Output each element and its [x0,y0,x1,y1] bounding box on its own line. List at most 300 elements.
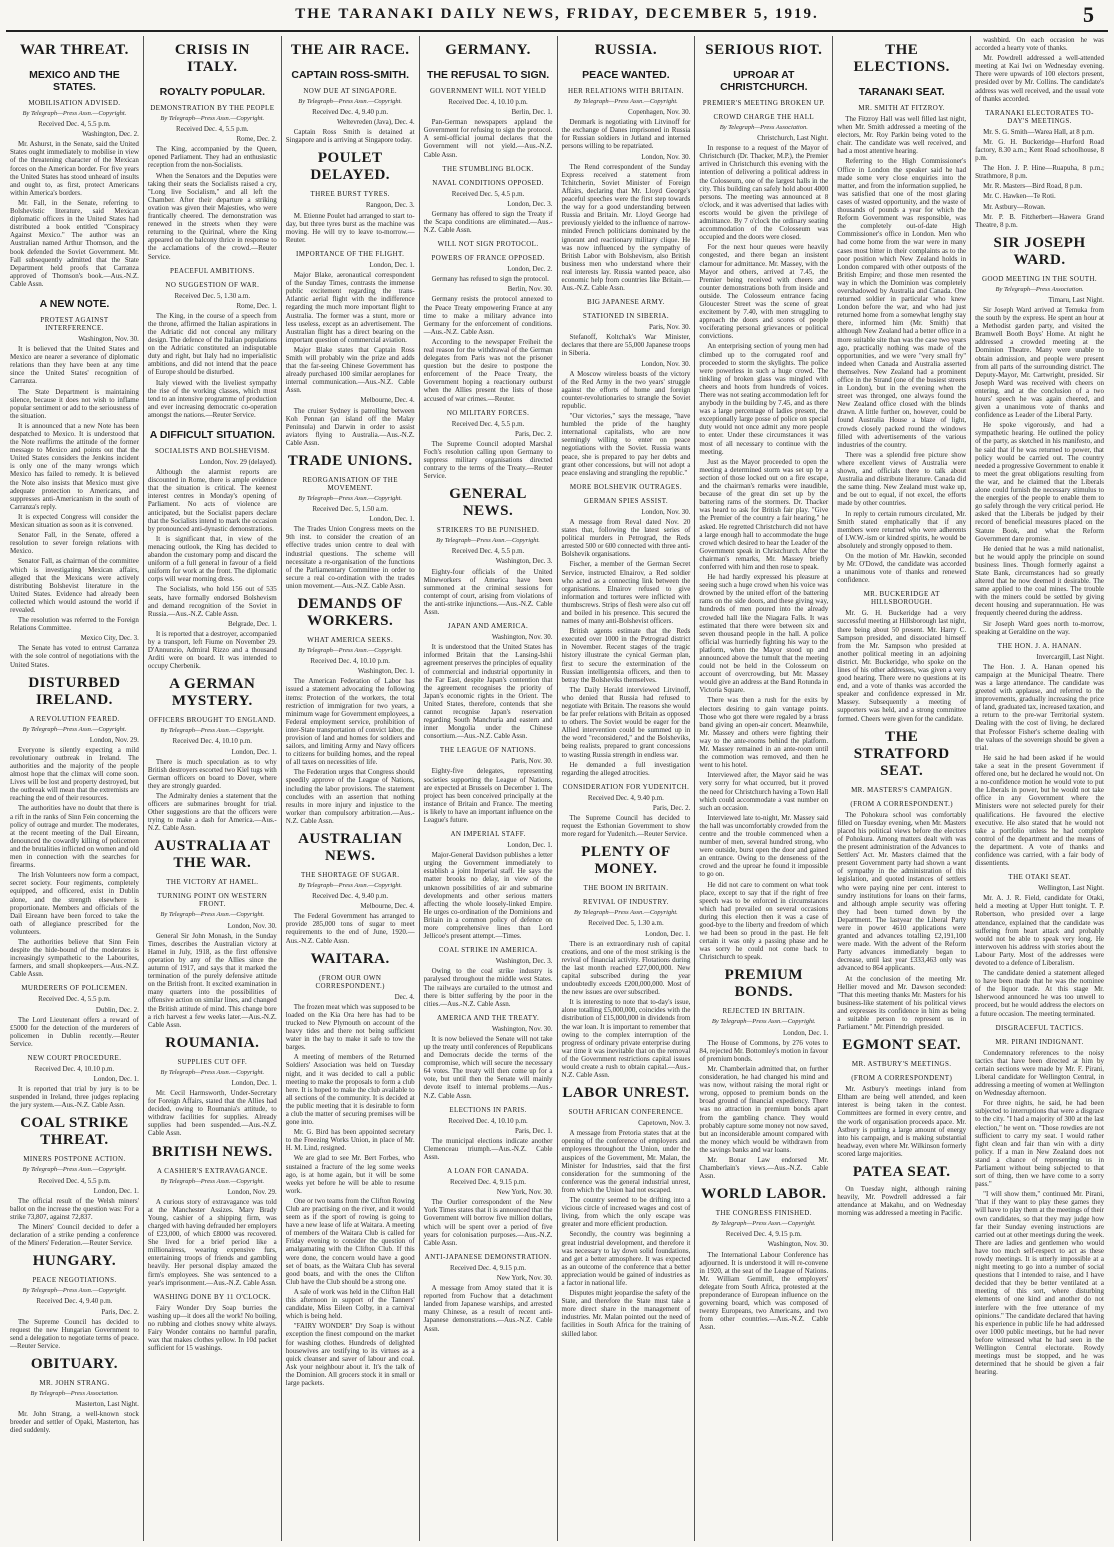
article-paragraph: Major-General Davidson publishes a letter urging the Government immediately to establish a joint Imperial staff. He says the matter brooks no delay, in view of the unknown possibilities of air and submarine developments and other serious matters affecting the whole loosely-linked Empire. He urges co-ordination of the Dominions and Britain in a common policy of defence on more comprehensive lines than Lord Jellicoe's present attempt.—Times. [423,851,553,941]
article-paragraph: Sir Joseph Ward goes north to-morrow, speaking at Geraldine on the way. [975,619,1104,636]
article-paragraph: Major Blake, aeronautical correspondent of the Sunday Times, contrasts the immense public excitement regarding the trans-Atlantic aerial flight with the indifference regarding the much more important flight to Australia. The former was a stunt, more or less useless, except as an advertisement. The Australian flight has a direct bearing on the important question of commercial aviation. [285,271,415,344]
article-paragraph: He said he had been asked if he would take a seat in the present Government if offered one, but he declared he would not. On a no-confidence motion he would vote to put the Liberals in power, but he would not take office in any Government where the Ministers were not selected purely for their qualifications. He favoured the elective executive. He also stated that he would not take a portfolio unless he had complete control of the department and the means of the department. A vote of thanks and confidence was carried, with a fair body of dissentients. [975,753,1104,868]
article-paragraph: The Ourlier correspondent of the New York Times states that it is announced that the Government will borrow five million dollars, which will be spent over a period of five years for colonisation purposes.—Aus.-N.Z. Cable Assn. [423,1198,553,1247]
wire-credit: By Telegraph—Press Assn.—Copyright. [22,725,127,733]
column-8 [971,36,1108,1541]
wire-credit: By Telegraph—Press Assn.—Copyright. [160,115,265,122]
article-section-head: THE CONGRESS FINISHED. [715,1209,812,1218]
dateline: Timaru, Last Night. [1048,295,1104,304]
dateline: Rangoon, Dec. 3. [365,201,415,210]
article-section-head: GERMAN SPIES ASSIST. [583,496,669,505]
article-paragraph: Germany has offered to sign the Treaty if the Scapa conditions are eliminated.—Aus.-N.Z. Cable Assn. [423,209,553,235]
dateline: Washington, Nov. 30. [78,334,139,343]
article-paragraph: The frozen meat which was supposed to be loaded on the Kia Ora here has had to be trucked to New Plymouth on account of the heavy tides and there not being sufficient water in the bay to make it safe to tow the barges. [285,1002,415,1052]
column-3 [282,36,420,1541]
article-paragraph: The Hon. J. P. Hine—Ruapuha, 8 p.m.; Strathmore, 8 p.m. [975,164,1104,181]
dateline: London, Dec. 1. [369,260,415,269]
article-section-head: MR. MASTERS'S CAMPAIGN. [851,785,953,794]
dateline: Mexico City, Dec. 3. [80,634,139,643]
article-section-head: WILL NOT SIGN PROTOCOL. [437,240,539,249]
wire-credit: By Telegraph—Press Assn.—Copyright. [298,882,403,889]
dateline: London, Dec. 1. [93,1186,139,1195]
article-paragraph: Eighty-four officials of the United Mineworkers of America have been summoned at the criminal sessions for contempt of court, arising from violations of the anti-strike injunctions.—Aus.-N.Z. Cable Assn. [423,567,553,617]
article-headline: CRISIS IN ITALY. [174,42,250,75]
article-section-head: ELECTIONS IN PARIS. [449,1105,527,1114]
wire-credit: By Telegraph—Press Assn.—Copyright. [22,110,127,117]
article-paragraph: A Moscow wireless boasts of the victory of the Red Army in the two years' struggle against the efforts of home and foreign counter-revolutionaries to strangle the Soviet republic. [561,369,691,410]
article-paragraph: The Federation urges that Congress should speedily approve of the League of Nations, including the labor provisions. The statement concludes with an assertion that nothing results in more injury and injustice to the worker than compulsory arbitration.—Aus.-N.Z. Cable Assn. [285,768,415,825]
article-paragraph: A message from Amoy stated that it is reported from Fuchow that a detachment landed from Japanese warships, and arrested many Chinese, as a result of recent anti-Japanese demonstrations.—Aus.-N.Z. Cable Assn. [423,1284,553,1333]
article-paragraph: He demanded a full investigation regarding the alleged atrocities. [561,760,691,777]
article-section-head: THREE BURST TYRES. [310,190,390,199]
article-paragraph: Interviewed late to-night, Mr. Massey said the hall was uncomfortably crowded from the centre and the trouble commenced when a number of men, several hundred strong, who were outside, burst open the door and gained an entrance. Owing to the denseness of the crowd and the uproar he found it impossible to go on. [699,813,829,879]
dateline: Belgrade, Dec. 1. [227,619,277,628]
article-paragraph: Mr. A. J. R. Field, candidate for Otaki, held a meeting at Upper Hutt tonight. T. P. Robertson, who presided over a large attendance, explained that the candidate was suffering from heart attack and probably would not be able to speak very long. He interwoven his address with stories about the Labour Party. Most of the addresses were devoted to a defence of Liberalism. [975,894,1104,967]
article-paragraph: The Pohokura school was comfortably filled on Tuesday evening, when Mr. Masters placed his political views before the electors of Pohokura. Among matters dealt with was the present administration of the Advances to Settlers' Act. Mr. Masters claimed that the present Government party had shown a want of sympathy in the administration of this legislation, and quoted instances of settlers who were paying nine per cent. interest to sundry institutions for loans on their farms, and although ample security was offering they had been turned down by the Department. The lastyear the Liberal Party were in power 4610 applications were granted and advances totalling £2,191,100 were made. With the advent of the Reform Party advances immediately began to decrease, until last year £333,463 only was advanced to 864 applicants. [837,810,967,973]
wire-credit: By Telegraph—Press Assn.—Copyright. [574,909,678,917]
dateline: Washington, Dec. 1. [357,667,415,676]
article-paragraph: There was a splendid free picture show where excellent views of Australia were shown, and officials there to talk about Australia and distribute literature. Canada did the same thing. New Zealand must wake up, and be out to equal, if not excel, the efforts made by other countries. [837,450,967,508]
article-section-head: PEACE NEGOTIATIONS. [32,1276,117,1285]
received-line: Received Dec. 5, 1.30 a.m. [588,919,664,928]
dateline: London, Dec. 3. [507,199,553,208]
article-paragraph: According to the newspaper Freiheit the real reason for the withdrawal of the German delegates from Paris was not the prisoner question but the desire to postpone the enforcement of the Peace Treaty, the Government hoping a reactionary outburst when the Allies present the lists of those accused of war crimes.—Reuter. [423,337,553,403]
article-paragraph: Stefanoff, Koltchak's War Minister, declares that there are 55,000 Japanese troops in Siberia. [561,333,691,358]
article-paragraph: Senator Fall, in the Senate, offered a resolution to sever foreign relations with Mexico. [10,531,139,556]
dateline: Paris, Nov. 30. [649,323,691,332]
dateline: Melbourne, Dec. 4. [360,396,415,405]
article-paragraph: Germany has refused to sign the protocol. [431,275,549,284]
article-headline: POULET DELAYED. [310,150,391,184]
article-headline: DEMANDS OF WORKERS. [297,596,403,630]
article-paragraph: The Admiralty denies a statement that the officers are submarines brought for trial. Other suggestions are that the officers were trying to make a dash for America.—Aus.-N.Z. Cable Assn. [147,792,277,833]
article-paragraph: The International Labour Conference has adjourned. It is understood it will re-convene in 1920, at the seat of the League of Nations. Mr. William Gemmill, the employers' delegate from South Africa, protested at the preponderance of European influence on the governing board, which was composed of twenty Europeans, two Americans, and two from other countries.—Aus.-N.Z. Cable Assn. [699,1250,829,1332]
wire-credit: By Telegraph—Press Assn.—Copyright. [22,1287,127,1295]
article-headline: WORLD LABOR. [701,1186,827,1203]
article-paragraph: For three nights, he said, he had been subjected to interruptions that were a disgrace to the city. "I had a majority of 300 at the last election," he went on. "Those rowdies are not sufficient to carry my seat. I would rather fight clean and fair than win with a dirty policy. If a man in New Zealand does not stand a chance of representing us in Parliament without being subjected to that sort of thing, then we have come to a sorry pass." [975,1099,1104,1189]
article-section-head: CROWD CHARGE THE HALL [713,113,815,121]
article-paragraph: The King, accompanied by the Queen, opened Parliament. They had an enthusiastic reception from the non-Socialists. [147,145,277,170]
received-line: Received Dec. 4, 9.40 p.m. [312,108,389,117]
dateline: Melbourne, Dec. 4. [360,902,415,911]
article-headline: SIR JOSEPH WARD. [993,234,1086,268]
received-line: Received Dec. 4, 5.5 p.m. [176,125,249,134]
article-paragraph: Condemnatory references to the noisy tactics that have been directed at him by certain sections were made by Mr. F. Pirani, Liberal candidate for Wellington Central, in addressing a meeting of women at Wellington on Wednesday afternoon. [975,1048,1104,1098]
wire-credit: By Telegraph—Press Assn.—Copyright. [160,727,265,735]
article-paragraph: Mr. Powdrell addressed a well-attended meeting at Kai Iwi on Wednesday evening. There were upwards of 100 electors present, presided over by Mr. Collins. The candidate's address was well received, and the usual vote of thanks accorded. [975,54,1104,103]
article-headline: ROUMANIA. [165,1034,260,1051]
dateline: London, Dec. 1. [231,1078,277,1087]
article-paragraph: A meeting of members of the Returned Soldiers' Association was held on Tuesday night, and it was decided to call a public meeting to make the proposals to form a club here. It is hoped to make the club available to all sections of the community. It is decided at the public meeting that it is desirable to form a club the matter of securing premises will be gone into. [285,1053,415,1127]
article-section-head: PREMIER'S MEETING BROKEN UP. [702,99,825,107]
dateline: London, Nov. 30. [227,921,277,930]
article-paragraph: The Hon. J. A. Hanan opened his campaign at the Municipal Theatre. There was a large attendance. The candidate was greeted with applause, and referred to the improvements, gradually increasing the price of land, graduated tax, increased taxation, and a return to the pre-war Territorial system. Dealing with the cost of living, he declared that Professor Fisher's scheme dealing with the values of the sovereign should be given a trial. [975,662,1104,752]
article-paragraph: British agents estimate that the Reds executed over 1000 in the Petrograd district in November. Recent stages of the tragic history illustrate the cynical German plan, first to secure the extermination of the Russian intelligentsia officers, and then to betray the Bolsheviks themselves. [561,627,691,684]
article-section-head: THE OTAKI SEAT. [1008,873,1071,882]
article-paragraph: The authorities believe that Sinn Fein despite the hide-bound of the moderates is increasingly sympathetic to the Labourites, farmers, and small shopkeepers.—Aus.-N.Z. Cable Assn. [10,937,139,979]
article-paragraph: Mr. Astbury's meetings inland from Eltham are being well attended, and keen interest is being taken in the contest. Committees are formed in every centre, and the work of organisation proceeds apace. Mr. Astbury is putting a large amount of energy into his campaign, and is making substantial headway, even where Mr. Wilkinson formerly scored large majorities. [837,1085,967,1158]
article-section-head: DISGRACEFUL TACTICS. [995,1023,1084,1032]
column-4 [420,36,558,1541]
article-paragraph: Mr. Bonar Law endorsed Mr. Chamberlain's views.—Aus.-N.Z. Cable Assn. [699,1155,829,1181]
dateline: Washington, Nov. 30. [491,1024,553,1033]
article-paragraph: Secondly, the country was beginning a great industrial development, and therefore it was necessary to lay down solid foundations, and get a better atmosphere. It was expected as an outcome of the conference that a better appreciation would be gained of industries as a factor in national life. [561,1230,691,1287]
article-paragraph: It is announced that a new Note has been despatched to Mexico. It is understood that the Note reaffirms the attitude of the former message to Mexico and points out that the United States considers the Jenkins incident is only one of the many wrongs which Mexico has failed to remedy. It is believed the Note also insists that Mexico must give adequate protection to Americans, and suppresses anti-Americanism in the south of Carranza's reply. [10,421,139,511]
article-section-head: JAPAN AND AMERICA. [447,622,529,631]
received-line: Received Dec. 5, 1.50 a.m. [312,505,388,514]
article-section-head: NO MILITARY FORCES. [446,408,530,417]
received-line: Received Dec. 4, 9.15 p.m. [725,1230,802,1239]
article-paragraph: He spoke vigorously, and had a sympathetic hearing. He outlined the policy of the party, as sketched in his manifesto, and he said that if he was returned to power, that policy would be carried out. The country needed a progressive Government to enable it to meet the great obligations resulting from the war, and he claimed that the Liberals alone could furnish the necessary stimulus to the energies of the people to enable them to go safely through the very critical period. He asked that the Liberals be judged by their record of beneficial measures placed on the Statute Book, and what the Reform Government dare promise. [975,421,1104,543]
dateline: Paris, Dec. 1. [514,1126,553,1135]
article-paragraph: Mr. John Strang, a well-known stock breeder and settler of Opaki, Masterton, has died suddenly. [10,1410,139,1435]
dateline: London, Nov. 29. [89,735,139,744]
article-paragraph: Fairy Wonder Dry Soap burries the washing up—it does all the work! No boiling, no rubbing and clothes snowy white always. Fairy Wonder contains no harmful parafin, wax that makes clothes yellow. In 10d packet sufficient for 15 washings. [147,1303,277,1353]
dateline: Masterton, Last Night. [75,1400,139,1409]
article-paragraph: Everyone is silently expecting a mild revolutionary outbreak in Ireland. The authorities and the majority of the people almost hope that the climax will come soon. Lives will be lost and property destroyed, but the outbreak will mean that the extremists are reaching the end of their resources. [10,745,139,803]
received-line: Received Dec. 4, 10.10 p.m. [448,1116,528,1125]
article-paragraph: "I will show them," continued Mr. Pirani, "that if they want to play these games they will have to play them at the meetings of their own candidates, so that they may judge how far their Sunday evening instructions are carried out at other meetings during the week. There are ladies and gentlemen who would have too much self-respect to act as these rowdy meetings. It is utterly impossible at a night meeting to go into a number of social questions that I intended to raise, and I have decided that they be better ventilated at a meeting of this sort, where disturbing elements of one kind and another do not interfere with the free utterance of my opinions." The candidate declared that having his experience in public life he had addressed over 1000 public meetings, but he had never before witnessed what he had seen in the Wellington Central electorate. Rowdy meetings must be stopped, and he was determined that he should be given a fair hearing. [975,1190,1105,1377]
article-paragraph: The resolution was referred to the Foreign Relations Committee. [10,616,139,633]
article-subheadline: TARANAKI SEAT. [858,86,945,98]
dateline: Berlin, Nov. 30. [507,285,553,294]
article-headline: TRADE UNIONS. [287,453,413,469]
article-headline: THE STRATFORD SEAT. [853,728,950,779]
article-subheadline: A NEW NOTE. [39,297,110,310]
article-paragraph: Germany resists the protocol annexed to the Peace Treaty empowering France at any time to make a military advance into Germany for the enforcement of conditions.—Aus.-N.Z. Cable Assn. [423,295,553,336]
article-section-head: REVIVAL OF INDUSTRY. [583,898,669,907]
dateline: Copenhagen, Nov. 30. [628,108,691,117]
article-section-head: REJECTED IN BRITAIN. [722,1007,806,1016]
column-2 [144,36,282,1541]
dateline: Washington, Dec. 3. [495,557,553,566]
received-line: Received Dec. 4, 9.15 p.m. [450,1263,527,1272]
article-section-head: (FROM A CORRESPONDENT.) [850,799,953,808]
received-line: Received Dec. 4, 9.40 p.m. [587,793,664,802]
article-section-head: BIG JAPANESE ARMY. [587,298,665,307]
article-section-head: NOW DUE AT SINGAPORE. [303,87,398,95]
article-paragraph: At the conclusion of the meeting Mr. Hellier moved and Mr. Dawson seconded: "That this meeting thanks Mr. Masters for his business-like statement of his political views and expresses its confidence in him as being a suitable person to represent us in Parliament." Mr. Pittendrigh presided. [837,974,967,1032]
article-headline: DISTURBED IRELAND. [28,674,121,708]
article-paragraph: The State Department is maintaining silence, because it does not wish to inflame popular sentiment or add to the seriousness of the situation. [10,387,139,420]
article-headline: THE ELECTIONS. [853,42,950,75]
article-section-head: SOCIALISTS AND BOLSHEVISM. [154,447,270,455]
article-paragraph: Mr. C. Hawken—Te Roti. [983,192,1056,201]
article-paragraph: He did not care to comment on what took place, except to say that if the right of free speech was to be enforced in circumstances which had prevailed on several occasions during this election then it was a case of good-bye to the liberty and freedom of which we had been so proud in the past. He felt certain it was only a passing phase and he was sorry he could not come back to Christchurch to speak. [699,880,829,962]
news-columns [6,36,1108,1541]
article-paragraph: It is expected Congress will consider the Mexican situation as soon as it is convened. [10,512,139,530]
article-paragraph: Mr. Ashurst, in the Senate, said the United States ought immediately to mobilise in view of the threatening character of the Mexican forces on the American border. For five years the United States has stood unheard of insults and ought to, as first, protect Americans within America's borders. [10,140,139,197]
received-line: Received Dec. 4, 9.40 p.m. [312,892,389,901]
wire-credit: By Telegraph—Press Assn.—Copyright. [436,537,540,545]
article-paragraph: The cruiser Sydney is patrolling between Koh Pennan (an island off the Malay Peninsula) and Darwin in order to assist aviators flying to Australia.—Aus.-N.Z. Cable Assn. [285,406,415,447]
article-paragraph: Mr. Chamberlain admitted that, on further consideration, he had changed his mind and was now, without raising the moral right or wrong, opposed to premium bonds on the broad ground of financial expediency. There was no attraction in premium bonds apart from the gambling chance. They would probably capture some money not now saved, but an inconsiderable amount compared with the money which would be withdrawn from the savings banks and war loans. [699,1064,829,1154]
dateline: Invercargill, Last Night. [1036,652,1104,661]
dateline: Paris, Nov. 30. [511,757,553,766]
article-paragraph: Disputes might jeopardise the safety of the State, and therefore the State must take a more direct share in the management of industries. Mr. Malan pointed out the need of facilities in South Africa for the training of skilled labor. [561,1289,691,1338]
newspaper-title: THE TARANAKI DAILY NEWS, FRIDAY, DECEMBER 5, 1919. [295,6,819,22]
article-paragraph: In reply to certain rumours circulated, Mr. Smith stated emphatically that if any members were returned who were adherents of I.W.W.-ism or kindred spirits, he would be absolutely and strongly opposed to them. [837,509,967,550]
article-paragraph: The official result of the Welsh miners' ballot on the increase the question was: For a strike 73,807, against 72,837. [10,1196,139,1221]
article-section-head: ANTI-JAPANESE DEMONSTRATION. [424,1252,552,1261]
article-paragraph: Although the alarmist reports are discounted in Rome, there is ample evidence that the situation is critical. The keenest interest centres in Monday's opening of Parliament. No acts of violence are anticipated, but the Socialist papers declare that the Socialists intend to mark the occasion by pronounced anti-dynastic demonstrations. [147,468,277,533]
article-paragraph: A message from Pretoria states that at the opening of the conference of employers and employees throughout the Union, under the auspices of the Government, Mr. Malan, the Minister for Industries, said that the first consideration for the summoning of the conference was the general industrial unrest, from which the Union had not escaped. [561,1129,691,1194]
dateline: London, Nov. 30. [641,152,691,161]
dateline: New York, Nov. 30. [496,1188,553,1197]
article-paragraph: The American Federation of Labor has issued a statement advocating the following items: Protection of the workers, the total restriction of immigration for two years, a minimum wage for Government employees, a Federal employment service, prohibition of inter-State transportation of convict labor, the provision of land and homes for soldiers and sailors, and limiting Army and Navy officers to citizens for building homes, and the repeal of all taxes on necessities of life. [285,677,415,767]
wire-credit: By Telegraph—Press Association. [30,1389,119,1397]
dateline: Washington, Nov. 30. [491,633,553,642]
dateline: London, Nov. 29. [227,1187,277,1196]
article-paragraph: The Miners' Council decided to defer a declaration of a strike pending a conference of the Miners' Federation.—Reuter Service. [10,1223,139,1248]
article-paragraph: The Federal Government has arranged to provide 285,000 tons of sugar to meet requirements to the end of June, 1920.—Aus.-N.Z. Cable Assn. [285,912,415,945]
article-headline: COAL STRIKE THREAT. [20,1115,129,1149]
dateline: Washington, Dec. 3. [495,957,553,966]
article-paragraph: The country seemed to be drifting into a vicious circle of increased wages and cost of living, from which the only escape was greater and more efficient production. [561,1196,691,1229]
article-section-head: THE SHORTAGE OF SUGAR. [300,871,400,879]
article-paragraph: Mr. Astbury—Rowan. [983,202,1046,211]
article-section-head: WHAT AMERICA SEEKS. [307,636,394,645]
article-paragraph: He had hardly expressed his pleasure at seeing such a huge crowd when his voice was drowned by the united effort of the battering rams on the side doors, and these giving way, hundreds of men poured into the already crowded hall like the Niagara Falls. It was estimated that there were between six and seven thousand people in the hall. A police official was hurriedly fighting his way to the platform, when the Mayor stood up and announced above the tumult that the meeting could not be held in the Colosseum on account of overcrowding, but Mr. Massey would give an address at the Band Rotunda in Victoria Square. [699,573,829,695]
article-headline: AUSTRALIA AT THE WAR. [154,838,271,872]
received-line: Received Dec. 4, 9.40 p.m. [36,1297,113,1306]
dateline: London, Dec. 1. [231,747,277,756]
received-line: Received Dec. 5, 1.30 a.m. [174,291,251,300]
article-paragraph: It is significant that, in view of the menacing outlook, the King has decided to abandon the customary pomp and discard the uniform of a full general in favour of a field uniform for work at the front. The diplomatic corps will wear morning dress. [147,534,277,584]
article-section-head: WASHING DONE BY 11 O'CLOCK. [153,1292,272,1301]
dateline: Christchurch, Last Night. [757,134,829,143]
article-section-head: MR. PIRANI INDIGNANT. [995,1037,1084,1046]
article-subheadline: ROYALTY POPULAR. [159,86,266,98]
article-subheadline: PEACE WANTED. [582,69,670,81]
article-section-head: MR. JOHN STRANG. [39,1378,110,1387]
received-line: Received Dec. 4, 10.10 p.m. [34,1065,115,1073]
dateline: London, Nov. 30. [641,359,691,368]
article-section-head: MR. ASTBURY'S MEETINGS. [851,1060,952,1069]
article-paragraph: Senator Fall, as chairman of the committee which is investigating Mexican affairs, alleged that the Mexicans were actively distributing Bolshevist literature in the United States. Evidence had already been collected which would astound the world if revealed. [10,557,139,614]
article-paragraph: Italy viewed with the liveliest sympathy the rise of the working classes, which must tend to an intensive programme of production and ever increasing democratic co-operation amongst the nations.—Reuter Service. [147,378,277,419]
article-paragraph: A sale of work was held in the Clifton Hall this afternoon in support of the Tanners' candidate, Miss Eileen Colby, in a carnival which is being held. [285,1287,415,1321]
article-subheadline: A DIFFICULT SITUATION. [149,429,275,441]
article-paragraph: The candidate denied a statement alleged to have been made that he was the nominee of the liquor trade. At this stage Mr. Isherwood announced he was too unwell to proceed, but he would address the electors on a future occasion. The meeting terminated. [975,969,1104,1018]
article-paragraph: The Socialists, who hold 156 out of 535 seats, have formally endorsed Bolshevism and demand recognition of the Soviet in Russia.—Aus.-N.Z. Cable Assn. [147,585,277,618]
article-paragraph: The Supreme Council adopted Marshal Foch's resolution calling upon Germany to suppress military organisations directed contrary to the terms of the Treaty.—Reuter Service. [423,439,553,481]
article-headline: LABOR UNREST. [562,1085,690,1102]
article-paragraph: Just as the Mayor proceeded to open the meeting a determined storm was set up by a section of those locked out on a fire escape, and the chairman's remarks were inaudible, because of the great din set up by the battering rams of the stormers. Dr. Thacker was heard to ask for British fair play. "Give the Premier of the country a fair hearing," he asked. He regretted Christchurch did not have a large enough hall to accommodate the huge crowd which desired to hear the Leader of the Government speak in Christchurch. After the chairman's remarks, Mr. Massey briefly conferred with him and then rose to speak. [699,457,829,571]
received-line: Received Dec. 5, 4.5 p.m. [451,189,525,198]
received-line: Received Dec. 4, 10.10 p.m. [172,737,253,746]
article-section-head: MR. BUCKERIDGE AT HILLSBOROUGH. [863,590,940,607]
article-headline: BRITISH NEWS. [151,1143,273,1160]
article-paragraph: "FAIRY WONDER" Dry Soap is without exception the finest compound on the market for washing clothes. Hundreds of delighted housewives are testifying to its virtues as a quick cleanser and saver of labour and coal. Ask your neighbour about it. It's the talk of the Dominion. All grocers stock it in small or large packets. [285,1322,415,1387]
article-paragraph: It is believed that the United States and Mexico are nearer a severance of diplomatic relations than they have been at any time since the United States' recognition of Carranza. [10,345,139,386]
article-paragraph: The King, in the course of a speech from the throne, affirmed the Italian aspirations in the Adriatic did not conceal any military design. The defence of the Italian populations on the Adriatic constituted an indisputable duty and right, but Italy had no imperialistic ambitions, and did not intend that the peace of Europe should be disturbed. [147,311,277,377]
column-7 [833,36,971,1541]
dateline: London, Nov. 29 (delayed). [199,458,277,466]
received-line: Received Dec. 4, 5.5 p.m. [38,995,111,1004]
article-paragraph: Mr. Cecil Harmsworth, Under-Secretary for Foreign Affairs, stated that the Allies had decided, owing to Roumania's attitude, to withdraw facilities for supplies. Already supplies had been suspended.—Aus.-N.Z. Cable Assn. [147,1088,277,1138]
article-section-head: A CASHIER'S EXTRAVAGANCE. [156,1166,268,1175]
article-headline: EGMONT SEAT. [842,1037,961,1054]
article-headline: PLENTY OF MONEY. [581,844,671,878]
article-paragraph: On Tuesday night, although raining heavily, Mr. Powdrell addressed a fair attendance at Makahu, and on Wednesday morning was addressed a meeting in Pacific. [837,1185,967,1218]
article-paragraph: It is now believed the Senate will not take up the treaty until conferences of Republicans and Democrats decide the terms of the compromise, which will secure the necessary 64 votes. The treaty will then come up for a vote, but until then the Senate will mainly devote itself to internal problems.—Aus.-N.Z. Cable Assn. [423,1034,553,1100]
article-section-head: THE LEAGUE OF NATIONS. [439,746,537,755]
article-section-head: CONSIDERATION FOR YUDENITCH. [562,782,690,791]
wire-credit: By Telegraph—Press Assn.—Copyright. [160,1068,265,1076]
article-paragraph: On the motion of Mr. Hawkin, seconded by Mr. O'Dowd, the candidate was accorded a unanimous vote of thanks and renewed confidence. [837,551,967,585]
article-section-head: IMPORTANCE OF THE FLIGHT. [296,249,405,258]
wire-credit: By Telegraph—Press Assn.—Copyright. [22,1166,127,1174]
article-subheadline: CAPTAIN ROSS-SMITH. [291,69,409,81]
column-1 [6,36,144,1541]
article-section-head: PROTEST AGAINST INTERFERENCE. [40,315,109,332]
article-headline: PATEA SEAT. [852,1164,951,1181]
dateline: London, Dec. 1. [93,1075,139,1084]
dateline: Weltevreden (Java), Dec. 4. [337,118,415,127]
article-headline: SERIOUS RIOT. [705,42,823,58]
wire-credit: By Telegraph—Press Association. [995,285,1084,293]
dateline: London, Nov. 30. [641,507,691,516]
wire-credit: By Telegraph—Press Assn.—Copyright. [298,647,403,655]
article-subheadline: MEXICO AND THE STATES. [29,69,120,93]
article-headline: GERMANY. [445,42,531,58]
article-paragraph: The municipal elections indicate another Clemenceau triumph.—Aus.-N.Z. Cable Assn. [423,1136,553,1161]
article-paragraph: For the next hour queues were heavily congested, and there began an insistent clamour for admittance. Mr. Massey, with the Mayor and others, arrived at 7.45, the Premier being received with cheers and counter demonstrations both from inside and outside. The Colosseum entrance facing Gloucester Street was the scene of great excitement by 7.40, with men struggling to approach the doors and scores of people vociferating personal grievances or political convictions. [699,243,829,341]
article-paragraph: We are glad to see Mr. Bert Forbes, who sustained a fracture of the leg some weeks ago, is at home again, but it will be some weeks yet before he will be able to resume work. [285,1154,415,1195]
article-section-head: AMERICA AND THE TREATY. [436,1013,540,1022]
article-paragraph: An enterprising section of young men had climbed up to the corrugated roof and proceeded to storm the skylights. The police were powerless in such a huge crowd. The tinkling of broken glass was mingled with cheers and hoots from hundreds of voices. There was not seating accommodation left for anybody in the building by 7.45, and as there was a large percentage of ladies present, the exceptionally large posse of police on special duty would not once admit any more people to enter. Under these circumstances it was most of all necessary to continue with the meeting. [699,342,829,456]
article-paragraph: The Daily Herald interviewed Litvinoff, who denied that Russia had refused to negotiate with Britain. The reasons she would be far prefer relations with Britain as opposed to others. The Soviet would be eager for the Allied intervention could be summed up in the word "reconsidered," and the Bolsheviks, being realists, prepared to grant concessions to wasting Russia strength in endless war. [561,685,691,759]
article-section-head: TURNING POINT ON WESTERN FRONT. [157,892,268,909]
dateline: London, Dec. 1. [507,841,553,850]
article-section-head: COAL STRIKE IN AMERICA. [438,946,538,955]
article-section-head: NEW COURT PROCEDURE. [27,1054,122,1062]
masthead [6,0,1108,32]
dateline: Capetown, Nov. 3. [638,1119,691,1128]
article-section-head: GOVERNMENT WILL NOT YIELD [429,87,547,95]
received-line: Received Dec. 4, 10.10 p.m. [310,657,390,666]
column-6 [695,36,833,1541]
article-paragraph: M. Etienne Poulet had arranged to start to-day, but three tyres burst as the machine was moving. He will try to leave to-morrow.—Reuter. [285,211,415,244]
article-paragraph: The Supreme Council has decided to request the Esthonian Government to show more regard for Yudenitch.—Reuter Service. [561,814,691,839]
article-headline: A GERMAN MYSTERY. [169,676,256,710]
dateline: New York, Nov. 30. [496,1273,553,1282]
article-headline: RUSSIA. [594,42,658,58]
article-section-head: A REVOLUTION FEARED. [29,714,120,723]
dateline: Paris, Dec. 2. [101,1307,139,1316]
article-paragraph: Major Blake states that Captain Ross Smith will probably win the prize and adds that the far-seeing Chinese Government has already purchased 100 similar aeroplanes for internal communication.—Aus.-N.Z. Cable Assn. [285,345,415,395]
article-paragraph: When the Senators and the Deputies were taking their seats the Socialists raised a cry, "Long live Socialism," and all left the Chamber. After their departure a striking ovation was given their Majesties, who were frantically cheered. The demonstration was renewed in the streets when they were returning to the Quirinal, where the King appeared on the balcony thrice in response to the acclamations of the crowd.—Reuter Service. [147,171,277,261]
received-line: Received Dec. 4, 10.10 p.m. [448,98,528,106]
article-paragraph: Mr. R. Masters—Bird Road, 8 p.m. [983,182,1083,191]
article-paragraph: Interviewed after, the Mayor said he was very sorry for what occurred, but it proved the need for Christchurch having a Town Hall which could accommodate a vast number on such an occasion. [699,771,829,812]
dateline: Rome, Dec. 1. [236,301,277,310]
wire-credit: By Telegraph—Press Assn.—Copyright. [160,911,265,919]
article-section-head: THE VICTORY AT HAMEL. [166,878,259,887]
article-paragraph: There is an extraordinary rush of capital creations, and one of the most striking is the revival of financial activity. Flotations during the last month reached £27,000,000. New capital subscribed during the year undoubtedly exceeds £200,000,000. Most of the new issues are over subscribed. [561,939,691,997]
article-paragraph: He denied that he was a mild nationalist, but he would apply the principle on sound business lines. Though formerly against a State Bank, circumstances had so greatly altered that he now deemed it desirable. The same applied to the coal mines. The trouble with the miners could be settled by giving decent housing and superannuation. He was frequently cheered during the address. [975,544,1104,618]
dateline: Dec. 4. [394,992,415,1001]
article-headline: WAR THREAT. [20,42,129,58]
article-paragraph: Mr. G. Bird has been appointed secretary to the Freezing Works Union, in place of Mr. H. M. Lind, resigned. [285,1128,415,1153]
received-line: Received Dec. 4, 5.5 p.m. [38,1176,111,1185]
dateline: Rome, Dec. 2. [236,135,277,144]
article-paragraph: The Supreme Council has decided to request the new Hungarian Government to send a delegation to negotiate terms of peace.—Reuter Service. [10,1317,139,1350]
article-section-head: TARANAKI ELECTORATES TO-DAY'S MEETINGS. [985,108,1094,125]
article-headline: AUSTRALIAN NEWS. [298,831,403,864]
article-section-head: MOBILISATION ADVISED. [28,99,121,107]
article-section-head: (FROM OUR OWN CORRESPONDENT.) [315,973,385,990]
dateline: Berlin, Dec. 1. [511,108,553,117]
article-paragraph: There was then a rush for the exits by electors desiring to gain vantage points. Those who got there were regaled by a brass band giving an open-air concert. Meanwhile, Mr. Massey and others were fighting their way to the ante-rooms behind the platform. Mr. Massey remained in an ante-room until the commotion was removed, and then he went to his hotel. [699,696,829,770]
article-section-head: A LOAN FOR CANADA. [447,1167,529,1176]
article-paragraph: Fischer, a member of the German Secret Service, instructed Elnairov, a Red soldier who acted as a connecting link between the organisations. Elnairov refused to give information and tortures were inflicted with thumbscrews. Strips of flesh were also cut off and boiled in his presence. This secured the names of many anti-Bolshevist officers. [561,560,691,626]
article-paragraph: One or two teams from the Clifton Rowing Club are practising on the river, and it would seem as if the sport of rowing is going to have a new lease of life at Waitara. A meeting of members of the Waitara Club is called for Friday evening to consider the question of amalgamating with the Clifton Club. If this were done, the concern would have a good set of boats, as the Waitara Club has several good boats, and with the ones the Clifton Club have the Club should be a strong one. [285,1196,415,1286]
article-paragraph: There is much speculation as to why British destroyers escorted two Kiel tugs with German officers on board to Dover, where they are strongly guarded. [147,757,277,790]
received-line: Received Dec. 4, 5.5 p.m. [451,547,525,556]
article-section-head: MORE BOLSHEVIK OUTRAGES. [569,482,682,491]
article-section-head: NO SUGGESTION OF WAR. [165,280,260,289]
article-paragraph: Mr. G. H. Buckeridge—Hurford Road factory, 8.30 a.m.; Kent Road schoolhouse, 8 p.m. [975,137,1104,163]
article-paragraph: Eighty-five delegates, representing societies supporting the League of Nations, are expected at Brussels on December 1. The project has been conceived principally at the instance of Britain and France. The meeting is likely to have an important influence on the League's future. [423,767,553,824]
article-paragraph: It is understood that the United States has informed Britain that the Lansing-Ishii agreement preserves the principles of equality of commercial and industrial opportunity in the Far East, despite Japan's contention that the agreement recognises the priority of Japan's economic rights in the Orient. The United States, therefore, contends that she cannot recognise Japan's reservation regarding South Manchuria and eastern and inner Mongolia under the Chinese consortium.—Aus.-N.Z. Cable Assn. [423,643,553,741]
article-paragraph: Denmark is negotiating with Litvinoff for the exchange of Danes imprisoned in Russia for Russian soldiers in Jutland and interned persons willing to be repatriated. [561,118,691,151]
received-line: Received Dec. 4, 9.15 p.m. [450,1178,527,1187]
article-paragraph: Mr. S. G. Smith—Warea Hall, at 8 p.m. [983,127,1094,136]
article-section-head: MINERS POSTPONE ACTION. [23,1155,126,1164]
article-section-head: THE HON. J. A. HANAN. [997,641,1082,650]
wire-credit: By Telegraph—Press Assn.—Copyright. [711,1220,816,1228]
dateline: Paris, Dec. 2. [514,429,553,438]
article-paragraph: The Irish Volunteers now form a compact, secret society. Four regiments, completely equipped, and officered, exist in Dublin alone, and the strength elsewhere is proportionate. Members and officials of the Dail Eireann have been forced to take the oath of allegiance prescribed for the volunteers. [10,871,139,936]
article-paragraph: The Senate has voted to entrust Carranza with the sole control of negotiations with the United States. [10,644,139,669]
article-paragraph: A curious story of extravagance was told at the Manchester Assizes. Mary Brady Young, cashier of a shipping firm, was charged with having defrauded her employers of £23,000, of which £8000 was recovered. She lived for a brief period like a millionairess, wearing expensive furs, entertaining troops of friends and gambling heavily. Her personal display amazed the firm's employees. She was sentenced to a year's imprisonment.—Aus.-N.Z. Cable Assn. [147,1197,277,1287]
column-5 [558,36,696,1541]
article-section-head: THE STUMBLING BLOCK. [442,164,534,173]
article-paragraph: Mr. P. B. Fitzherbert—Hawera Grand Theatre, 8 p.m. [975,212,1104,229]
article-subheadline: UPROAR AT CHRISTCHURCH. [720,69,808,93]
article-section-head: MR. SMITH AT FITZROY. [858,104,945,112]
article-paragraph: It is reported that a destroyer, accompanied by a transport, left Fiume on November 29. D'Annunzio, Admiral Rizzo and a thousand Arditi were on board. It was intended to occupy Cherbenik. [147,629,277,671]
dateline: London, Dec. 2. [507,265,553,274]
article-paragraph: General Sir John Monash, in the Sunday Times, describes the Australian victory at Hamel in July, 1918, as the first offensive operation by any of the Allies since the autumn of 1917, and says that it marked the termination of the purely defensive attitude on the British front. It excited examination in many quarters into the possibilities of offensive action on similar lines, and changed the British attitude of mind. This change bore a rich harvest a few weeks later.—Aus.-N.Z. Cable Assn. [147,931,277,1029]
article-section-head: STRIKERS TO BE PUNISHED. [436,526,540,535]
article-paragraph: Mr. G. H. Buckeridge had a very successful meeting at Hillsborough last night, there being about 50 present. Mr. Harry C. Sampson presided, and dissociated himself from the Mr. Sampson who presided at another political meeting in an adjoining district. Mr. Buckeridge, who spoke on the lines of his other addresses, was given a very good hearing. There were no questions at its end, and a vote of thanks was accorded the speaker and confidence expressed in Mr. Massey. Subsequently a meeting of supporters was held, and a strong committee formed. Cheers were given for the candidate. [837,609,967,723]
article-section-head: SOUTH AFRICAN CONFERENCE. [568,1108,684,1117]
wire-credit: By Telegraph—Press Association. [719,124,808,131]
article-section-head: GOOD MEETING IN THE SOUTH. [982,274,1098,283]
article-paragraph: The Lord Lieutenant offers a reward of £5000 for the detection of the murderers of policemen in Dublin recently.—Reuter Service. [10,1015,139,1048]
article-paragraph: The House of Commons, by 276 votes to 84, rejected Mr. Bottomley's motion in favour of premium bonds. [699,1038,829,1063]
article-paragraph: A message from Reval dated Nov. 20 states that, following the latest series of political murders in Petrograd, the Reds arrested 500 or 600 connected with three anti-Bolshevik organisations. [561,517,691,559]
article-section-head: SUPPLIES CUT OFF. [177,1057,248,1066]
article-section-head: HER RELATIONS WITH BRITAIN. [567,87,684,95]
article-paragraph: Owing to the coal strike industry is paralysed throughout the middle west States. The railways are curtailed to the utmost and there is bitter suffering by the poor in the cities.—Aus.-N.Z. Cable Assn. [423,967,553,1008]
article-paragraph: In response to a request of the Mayor of Christchurch (Dr. Thacker, M.P.), the Premier arrived in Christchurch this evening with the intention of delivering a political address in the Colosseum, one of the largest halls in the city. This building can safely hold about 4000 persons. The meeting was announced at 8 o'clock, and it was advertised that ladies with escorts would be given the privilege of admittance. By 7 o'clock the ordinary seating accommodation of the Colosseum was occupied and the doors were closed. [699,144,829,242]
dateline: Dublin, Dec. 2. [95,1005,139,1014]
article-paragraph: Sir Joseph Ward arrived at Temuka from the south by the express. He spent an hour at a Methodist garden party, and visited the Bramwell Booth Boys' Home. At night he addressed a crowded meeting at the Dominion Theatre. Many were unable to obtain admission, and people were present from all parts of the surrounding district. The Deputy-Mayor, Mr. Cartwright, presided. Sir Joseph Ward was received with cheers on entering, and at the conclusion of a two hours' speech he was again cheered, and given a unanimous vote of thanks and confidence as Leader of the Liberal Party. [975,305,1104,420]
article-headline: HUNGARY. [32,1253,117,1270]
wire-credit: By Telegraph—Press Assn.—Copyright. [711,1018,816,1026]
article-section-head: DEMONSTRATION BY THE PEOPLE [150,104,275,112]
article-subheadline: THE REFUSAL TO SIGN. [427,69,550,81]
dateline: London, Dec. 1. [645,929,691,938]
article-headline: OBITUARY. [30,1355,119,1372]
dateline: London, Dec. 1. [369,515,415,524]
article-paragraph: The Fitzroy Hall was well filled last night, when Mr. Smith addressed a meeting of the electors, Mr. Roy Parkin being voted to the chair. The candidate was well received, and had a most attentive hearing. [837,115,967,156]
dateline: London, Dec. 1. [782,1028,829,1037]
